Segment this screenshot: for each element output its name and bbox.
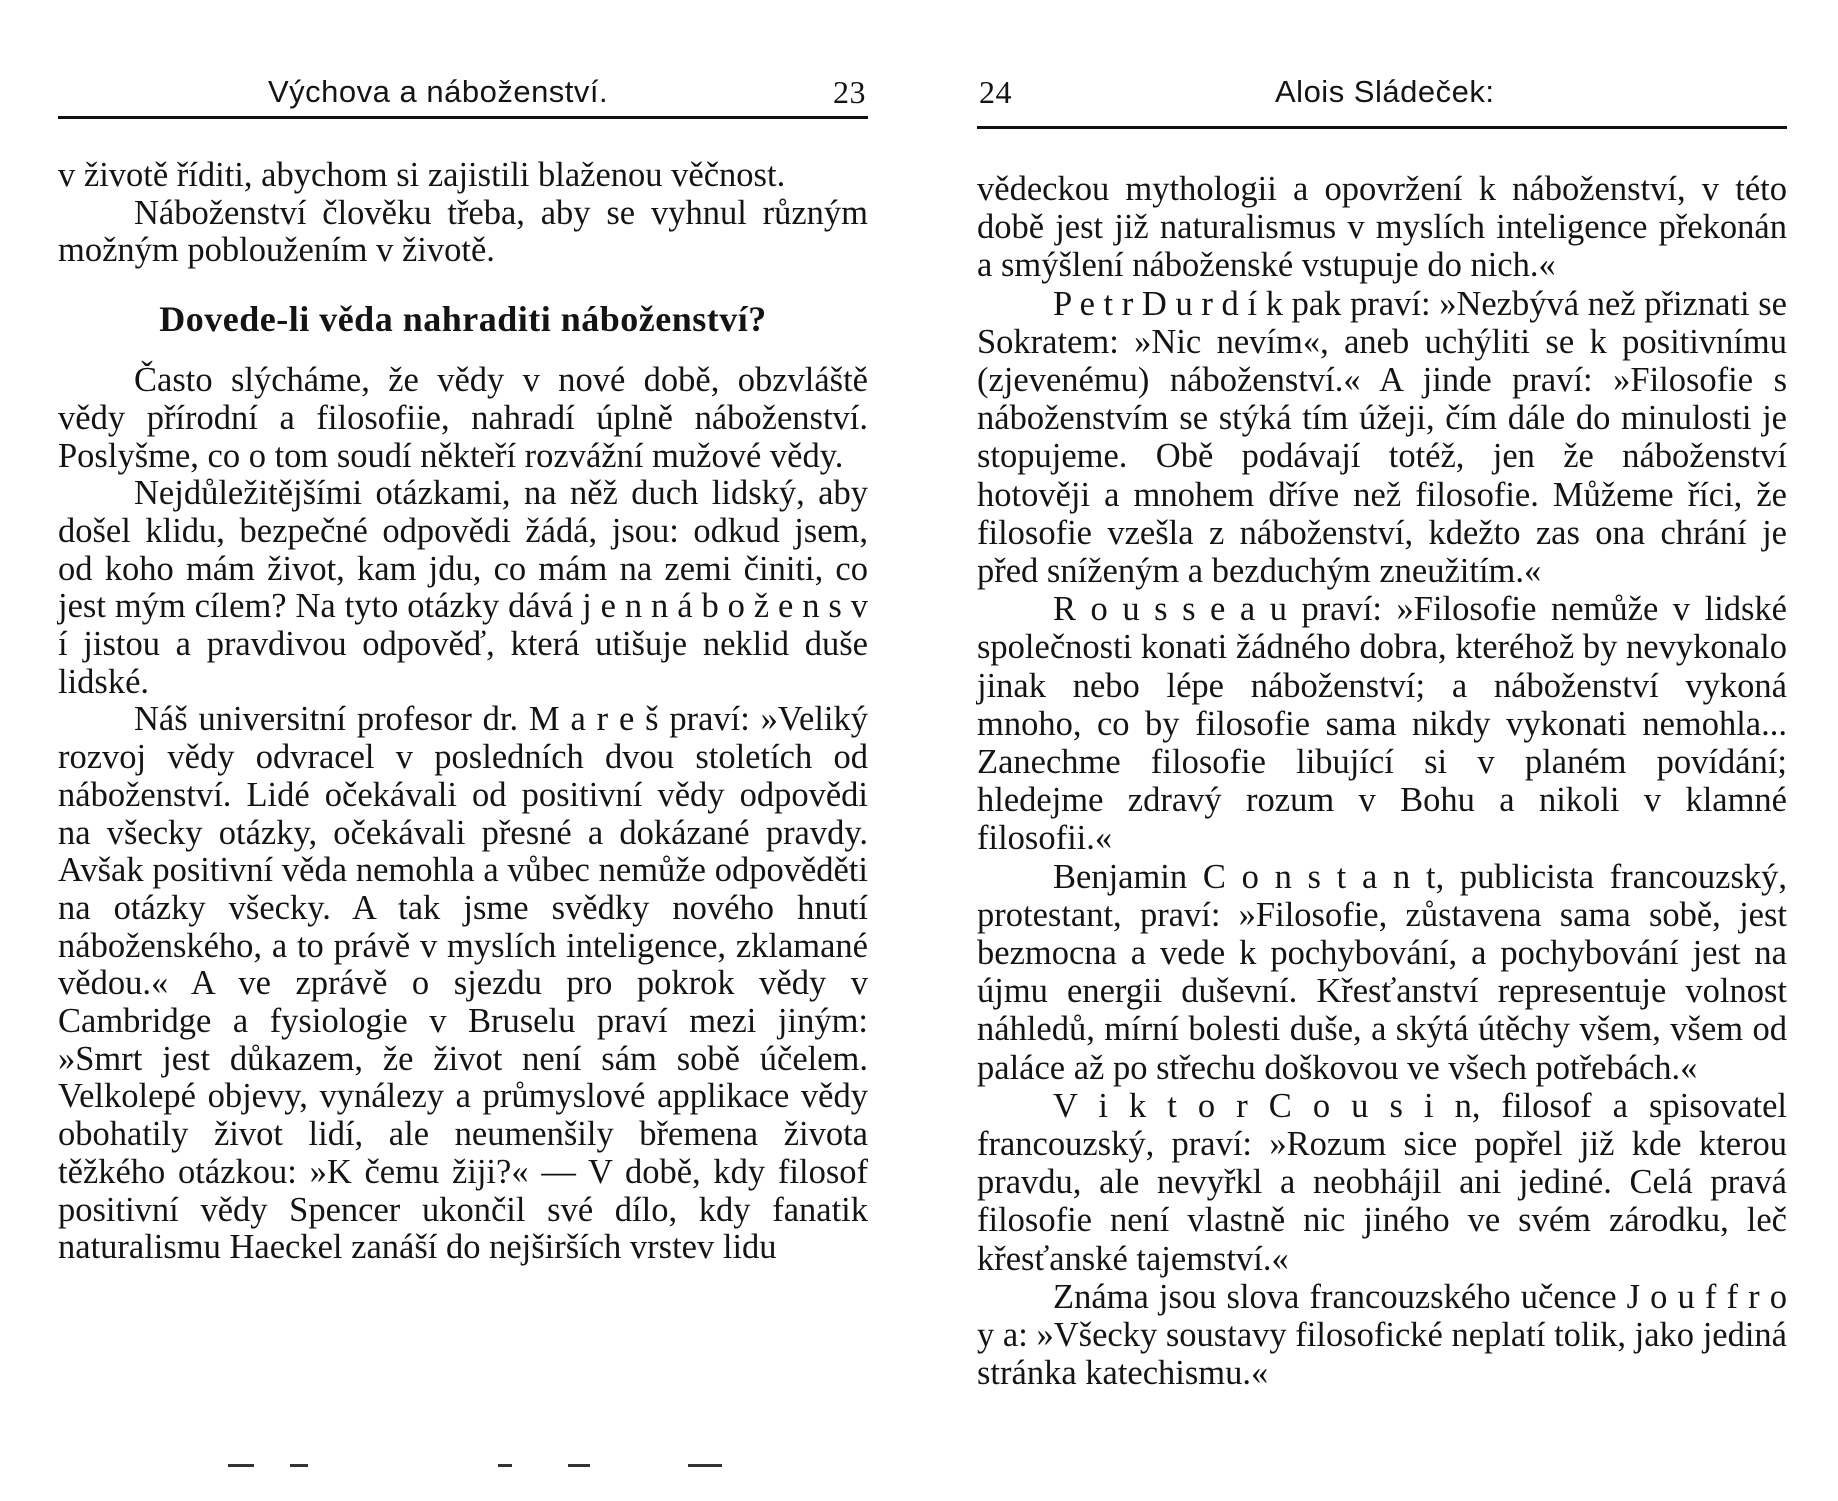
- left-body-text: [58, 157, 868, 1267]
- running-head: [58, 72, 868, 112]
- running-title: Výchova a náboženství.: [268, 74, 609, 109]
- paragraph: vědeckou mythologii a opovržení k náboženství, v této době jest již naturalismus v myslích inteligence překonán a smýšlení náboženské vstupuje do nich.«: [977, 170, 1787, 285]
- running-head: [977, 72, 1787, 112]
- paragraph: R o u s s e a u praví: »Filosofie nemůže v lidské společnosti konati žádného dobra, kteréhož by nevykonalo jinak nebo lépe náboženství; a náboženství vykoná mnoho, co by filosofie sama nikdy vykonati nemohla... Zanechme filosofie libující si v planém povídání; hledejme zdravý rozum v Bohu a nikoli v klamné filosofii.«: [977, 590, 1787, 858]
- paragraph: Často slýcháme, že vědy v nové době, obzvláště vědy přírodní a filosofiie, nahradí úplně náboženství. Poslyšme, co o tom soudí někteří rozvážní mužové vědy.: [58, 361, 868, 475]
- right-page: [977, 0, 1787, 1501]
- right-body-text: [977, 170, 1787, 1393]
- paragraph: Náboženství člověku třeba, aby se vyhnul různým možným pobloužením v životě.: [58, 193, 868, 270]
- paragraph: Náš universitní profesor dr. M a r e š praví: »Veliký rozvoj vědy odvracel v posledních dvou stoletích od náboženství. Lidé očekávali od positivní vědy odpovědi na všecky otázky, očekávali přesné a dokázané pravdy. Avšak positivní věda nemohla a vůbec nemůže odpověděti na otázky všecky. A tak jsme svědky nového hnutí náboženského, a to právě v myslích inteligence, zklamané vědou.« A ve zprávě o sjezdu pro pokrok vědy v Cambridge a fysiologie v Bruselu praví mezi jiným: »Smrt jest důkazem, že život není sám sobě účelem. Velkolepé objevy, vynálezy a průmyslové applikace vědy obohatily život lidí, ale neumenšily břemena života těžkého otázkou: »K čemu žiji?« — V době, kdy filosof positivní vědy Spencer ukončil své dílo, kdy fanatik naturalismu Haeckel zanáší do nejširších vrstev lidu: [58, 700, 868, 1267]
- left-page: [58, 0, 868, 1501]
- paragraph: Známa jsou slova francouzského učence J o u f f r o y a: »Všecky soustavy filosofické neplatí tolik, jako jediná stránka katechismu.«: [977, 1277, 1787, 1393]
- section-heading: Dovede-li věda nahraditi náboženství?: [159, 299, 767, 340]
- header-rule: [58, 116, 868, 119]
- paragraph: v životě říditi, abychom si zajistili blaženou věčnost.: [58, 156, 786, 194]
- print-marks: [228, 1462, 788, 1470]
- paragraph: V i k t o r C o u s i n, filosof a spisovatel francouzský, praví: »Rozum sice popřel již kde kterou pravdu, ale nevyřkl a neobhájil ani jediné. Celá pravá filosofie není vlastně nic jiného ve svém zárodku, leč křesťanské tajemství.«: [977, 1086, 1787, 1278]
- page-number: 23: [833, 74, 866, 110]
- paragraph: Nejdůležitějšími otázkami, na něž duch lidský, aby došel klidu, bezpečné odpovědi žádá, jsou: odkud jsem, od koho mám život, kam jdu, co mám na zemi činiti, co jest mým cílem? Na tyto otázky dává j e n n á b o ž e n s v í jistou a pravdivou odpověď, která utišuje neklid duše lidské.: [58, 474, 868, 701]
- header-rule: [977, 126, 1787, 129]
- page-number: 24: [979, 74, 1012, 110]
- running-title: Alois Sládeček:: [1275, 74, 1495, 109]
- paragraph: P e t r D u r d í k pak praví: »Nezbývá než přiznati se Sokratem: »Nic nevím«, aneb uchýliti se k positivnímu (zjevenému) náboženství.« A jinde praví: »Filosofie s náboženstvím se stýká tím úžeji, čím dále do minulosti je stopujeme. Obě podávají totéž, jen že náboženství hotověji a mnohem dříve než filosofie. Můžeme říci, že filosofie vzešla z náboženství, kdežto zas ona chrání je před sníženým a bezduchým zneužitím.«: [977, 284, 1787, 591]
- paragraph: Benjamin C o n s t a n t, publicista francouzský, protestant, praví: »Filosofie, zůstavena sama sobě, jest bezmocna a vede k pochybování, a pochybování jest na újmu energii duševní. Křesťanství representuje volnost náhledů, mírní bolesti duše, a skýtá útěchy všem, všem od paláce až po střechu doškovou ve všech potřebách.«: [977, 857, 1787, 1087]
